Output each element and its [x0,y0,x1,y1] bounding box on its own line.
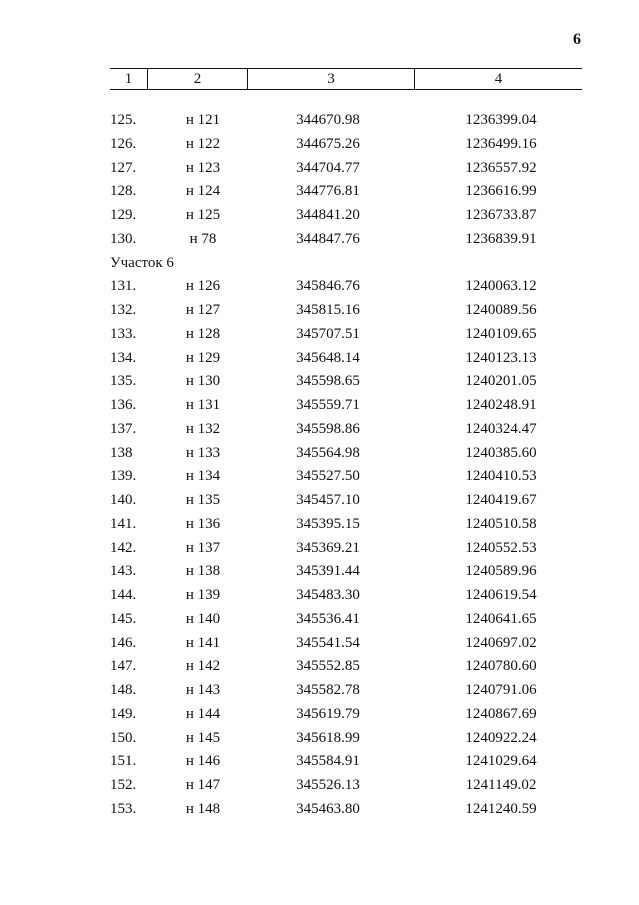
row-number: 135. [110,373,137,390]
table-row [0,609,639,633]
coord-y: 1236557.92 [465,159,537,176]
coord-x: 344670.98 [296,112,360,128]
coord-x: 345457.10 [296,492,360,508]
coord-y: 1240248.91 [465,397,537,413]
row-number: 153. [110,800,137,817]
header-col-3: 3 [248,69,415,89]
table-row [0,799,639,823]
row-number: 136. [110,397,137,413]
point-name: н 131 [185,397,221,413]
coord-y: 1236399.04 [465,112,537,128]
coord-y: 1240201.05 [465,373,537,390]
coord-y: 1240385.60 [465,444,537,461]
table-row [0,348,639,372]
row-number: 128. [110,183,137,200]
coord-y: 1241240.59 [465,800,537,817]
table-row [0,751,639,775]
table-row [0,728,639,752]
point-name: н 121 [185,112,221,128]
table-row [0,395,639,419]
table-row [0,324,639,348]
point-name: н 148 [185,800,221,817]
coord-x: 345584.91 [296,753,360,770]
point-name: н 134 [185,468,221,485]
coord-y: 1240791.06 [465,682,537,698]
coord-y: 1240641.65 [465,610,537,627]
coord-x: 345618.99 [296,729,360,746]
row-number: 131. [110,278,137,295]
coord-y: 1240324.47 [465,420,537,437]
row-number: 143. [110,563,137,580]
row-number: 132. [110,302,137,318]
point-name: н 126 [185,278,221,295]
table-row [0,704,639,728]
point-name: н 139 [185,587,221,603]
table-row [0,514,639,538]
point-name: н 145 [185,729,221,746]
coord-x: 345598.65 [296,373,360,390]
coord-x: 345483.30 [296,587,360,603]
table-row [0,443,639,467]
table-row [0,110,639,134]
row-number: 137. [110,420,137,437]
table-row [0,181,639,205]
row-number: 152. [110,777,137,793]
table-row [0,158,639,182]
row-number: 139. [110,468,137,485]
coord-y: 1241029.64 [465,753,537,770]
coord-x: 345582.78 [296,682,360,698]
table-row [0,656,639,680]
coord-y: 1240089.56 [465,302,537,318]
coord-x: 344675.26 [296,135,360,152]
table-row [0,561,639,585]
coord-x: 345619.79 [296,705,360,722]
point-name: н 129 [185,349,221,366]
coord-y: 1240123.13 [465,349,537,366]
row-number: 151. [110,753,137,770]
coord-x: 345463.80 [296,800,360,817]
table-row [0,300,639,324]
point-name: н 128 [185,325,221,342]
table-row [0,276,639,300]
coord-y: 1240410.53 [465,468,537,485]
coord-y: 1236616.99 [465,183,537,200]
coord-x: 345552.85 [296,658,360,675]
row-number: 146. [110,634,137,651]
row-number: 130. [110,230,137,247]
point-name: н 140 [185,610,221,627]
table-row [0,229,639,253]
coord-y: 1240867.69 [465,705,537,722]
table-row [0,585,639,609]
point-name: н 141 [185,634,221,651]
coord-y: 1240589.96 [465,563,537,580]
coord-y: 1240510.58 [465,515,537,532]
row-number: 127. [110,159,137,176]
coord-y: 1236733.87 [465,207,537,223]
row-number: 142. [110,539,137,556]
row-number: 141. [110,515,137,532]
coord-x: 344847.76 [296,230,360,247]
header-col-2: 2 [148,69,248,89]
table-row [0,205,639,229]
coord-x: 345564.98 [296,444,360,461]
point-name: н 136 [185,515,221,532]
coord-y: 1240780.60 [465,658,537,675]
coord-x: 345395.15 [296,515,360,532]
point-name: н 130 [185,373,221,390]
section-row [0,253,639,277]
row-number: 138 [110,444,133,461]
table-row [0,134,639,158]
point-name: н 147 [185,777,221,793]
point-name: н 135 [185,492,221,508]
coord-x: 345541.54 [296,634,360,651]
coord-y: 1240419.67 [465,492,537,508]
row-number: 147. [110,658,137,675]
coord-x: 345527.50 [296,468,360,485]
table-row [0,633,639,657]
coord-x: 344841.20 [296,207,360,223]
table-row [0,466,639,490]
point-name: н 142 [185,658,221,675]
section-label: Участок 6 [110,254,174,271]
table-row [0,680,639,704]
table-row [0,775,639,799]
point-name: н 78 [189,230,217,247]
coord-x: 344704.77 [296,159,360,176]
coord-x: 345598.86 [296,420,360,437]
coord-y: 1240697.02 [465,634,537,651]
point-name: н 138 [185,563,221,580]
coord-x: 345707.51 [296,325,360,342]
coord-x: 345846.76 [296,278,360,295]
row-number: 129. [110,207,137,223]
row-number: 125. [110,112,137,128]
point-name: н 133 [185,444,221,461]
page-number: 6 [573,31,581,48]
table-row [0,371,639,395]
coord-x: 345815.16 [296,302,360,318]
point-name: н 144 [185,705,221,722]
row-number: 134. [110,349,137,366]
point-name: н 137 [185,539,221,556]
coord-x: 344776.81 [296,183,360,200]
header-col-1: 1 [110,69,148,89]
point-name: н 125 [185,207,221,223]
row-number: 126. [110,135,137,152]
coord-x: 345369.21 [296,539,360,556]
row-number: 149. [110,705,137,722]
table-row [0,538,639,562]
row-number: 145. [110,610,137,627]
row-number: 140. [110,492,137,508]
coord-y: 1240109.65 [465,325,537,342]
row-number: 144. [110,587,137,603]
coord-y: 1240063.12 [465,278,537,295]
point-name: н 127 [185,302,221,318]
point-name: н 123 [185,159,221,176]
coord-y: 1240619.54 [465,587,537,603]
coord-x: 345526.13 [296,777,360,793]
point-name: н 124 [185,183,221,200]
point-name: н 143 [185,682,221,698]
table-row [0,419,639,443]
coord-y: 1241149.02 [465,777,537,793]
coord-y: 1236499.16 [465,135,537,152]
coord-x: 345559.71 [296,397,360,413]
coord-y: 1236839.91 [465,230,537,247]
point-name: н 146 [185,753,221,770]
table-row [0,490,639,514]
row-number: 150. [110,729,137,746]
point-name: н 122 [185,135,221,152]
coord-x: 345536.41 [296,610,360,627]
coord-x: 345391.44 [296,563,360,580]
coord-y: 1240922.24 [465,729,537,746]
coordinate-table-body [0,110,639,823]
coord-y: 1240552.53 [465,539,537,556]
row-number: 148. [110,682,137,698]
row-number: 133. [110,325,137,342]
coord-x: 345648.14 [296,349,360,366]
header-col-4: 4 [494,70,503,87]
table-header [110,68,582,90]
point-name: н 132 [185,420,221,437]
